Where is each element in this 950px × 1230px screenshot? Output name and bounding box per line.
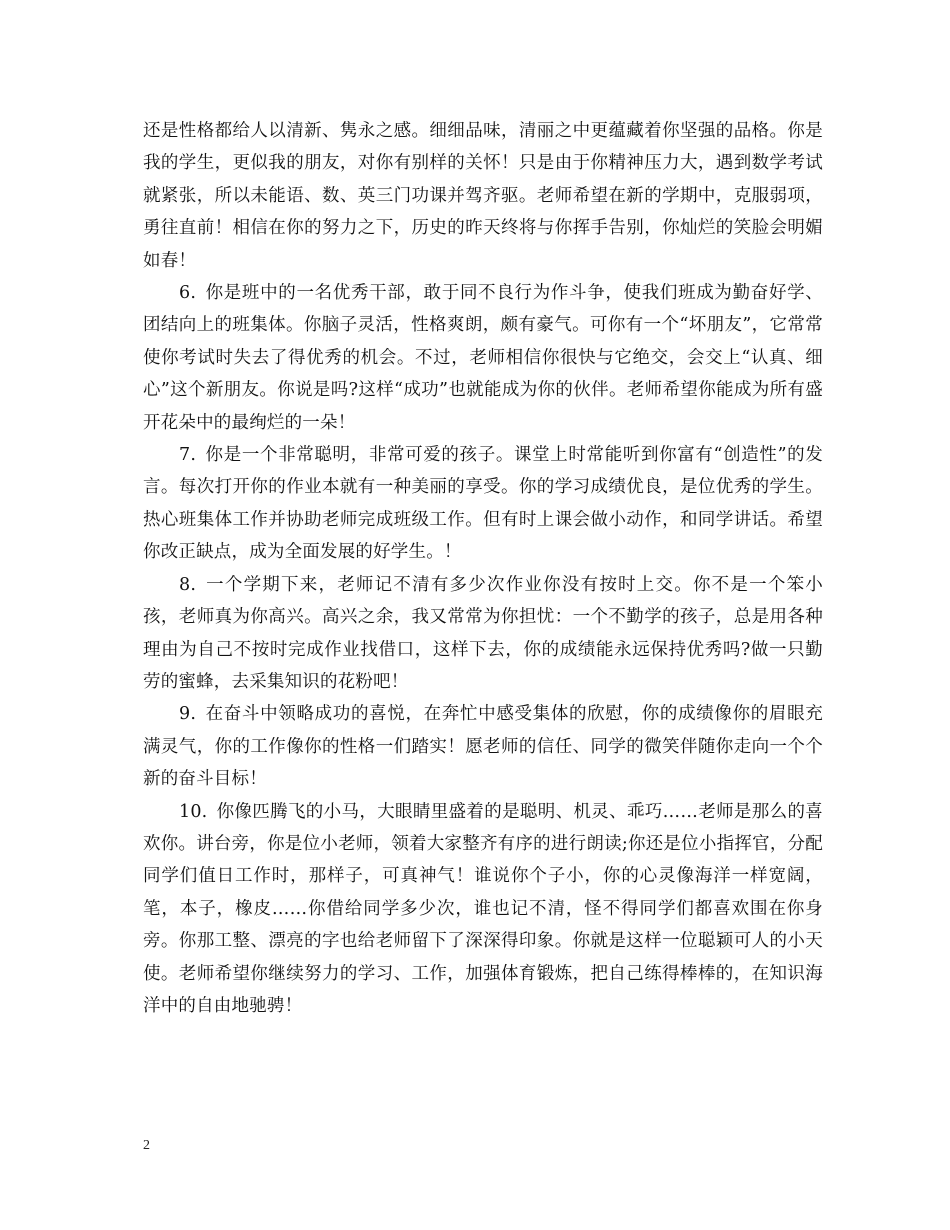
paragraph-6	[143, 277, 823, 439]
paragraph-number: 9.	[179, 704, 197, 725]
paragraph-number: 6.	[179, 283, 197, 304]
paragraph-number: 10.	[179, 801, 208, 822]
paragraph-8	[143, 569, 823, 699]
paragraph-number: 8.	[179, 574, 197, 595]
paragraph-text: 你是班中的一名优秀干部，敢于同不良行为作斗争，使我们班成为勤奋好学、团结向上的班集体。你脑子灵活，性格爽朗，颇有豪气。可你有一个“坏朋友”，它常常使你考试时失去了得优秀的机会。不过，老师相信你很快与它绝交，会交上“认真、细心”这个新朋友。你说是吗?这样“成功”也就能成为你的伙伴。老师希望你能成为所有盛开花朵中的最绚烂的一朵！	[143, 283, 823, 433]
paragraph-text: 你是一个非常聪明，非常可爱的孩子。课堂上时常能听到你富有“创造性”的发言。每次打开你的作业本就有一种美丽的享受。你的学习成绩优良，是位优秀的学生。热心班集体工作并协助老师完成班级工作。但有时上课会做小动作，和同学讲话。希望你改正缺点，成为全面发展的好学生。！	[143, 445, 823, 563]
paragraph-text: 在奋斗中领略成功的喜悦，在奔忙中感受集体的欣慰，你的成绩像你的眉眼充满灵气，你的工作像你的性格一们踏实！愿老师的信任、同学的微笑伴随你走向一个个新的奋斗目标！	[143, 704, 823, 790]
paragraph-number: 7.	[179, 445, 197, 466]
document-body	[143, 115, 823, 1022]
paragraph-text: 还是性格都给人以清新、隽永之感。细细品味，清丽之中更蕴藏着你坚强的品格。你是我的学生，更似我的朋友，对你有别样的关怀！只是由于你精神压力大，遇到数学考试就紧张，所以未能语、数、英三门功课并驾齐驱。老师希望在新的学期中，克服弱项，勇往直前！相信在你的努力之下，历史的昨天终将与你挥手告别，你灿烂的笑脸会明媚如春！	[143, 121, 823, 271]
page-number: 2	[143, 1138, 150, 1153]
paragraph-10	[143, 796, 823, 1023]
paragraph-9	[143, 698, 823, 795]
paragraph-text: 一个学期下来，老师记不清有多少次作业你没有按时上交。你不是一个笨小孩，老师真为你高兴。高兴之余，我又常常为你担忧：一个不勤学的孩子，总是用各种理由为自己不按时完成作业找借口，这样下去，你的成绩能永远保持优秀吗?做一只勤劳的蜜蜂，去采集知识的花粉吧！	[143, 574, 823, 692]
paragraph-continued	[143, 115, 823, 277]
paragraph-text: 你像匹腾飞的小马，大眼睛里盛着的是聪明、机灵、乖巧……老师是那么的喜欢你。讲台旁，你是位小老师，领着大家整齐有序的进行朗读;你还是位小指挥官，分配同学们值日工作时，那样子，可真神气！谁说你个子小，你的心灵像海洋一样宽阔，笔，本子，橡皮……你借给同学多少次，谁也记不清，怪不得同学们都喜欢围在你身旁。你那工整、漂亮的字也给老师留下了深深得印象。你就是这样一位聪颖可人的小天使。老师希望你继续努力的学习、工作，加强体育锻炼，把自己练得棒棒的，在知识海洋中的自由地驰骋！	[143, 801, 823, 1016]
paragraph-7	[143, 439, 823, 569]
